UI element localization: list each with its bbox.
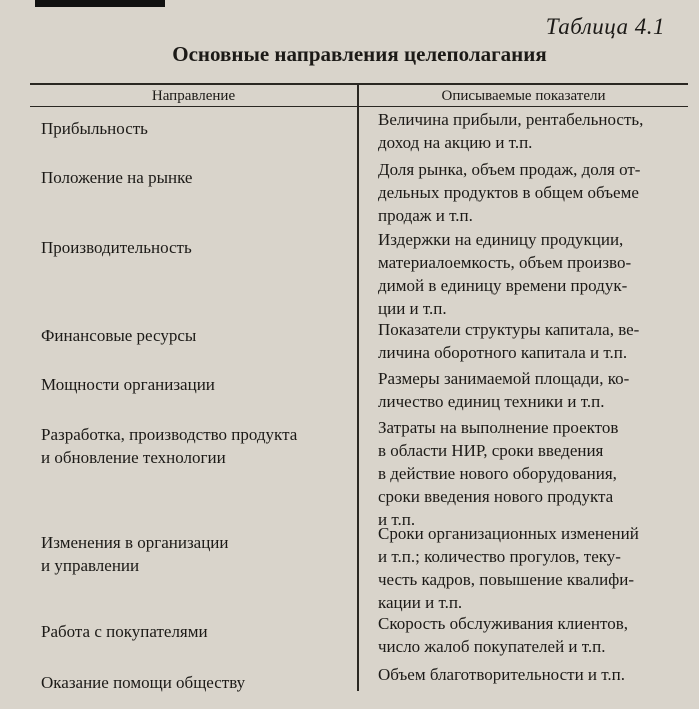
indicators-text-line: сроки введения нового продукта <box>378 487 614 506</box>
indicators-text-line: ции и т.п. <box>378 299 447 318</box>
direction-text-line: Положение на рынке <box>41 168 193 187</box>
indicators-text-line: Показатели структуры капитала, ве- <box>378 320 640 339</box>
direction-text-line: Оказание помощи обществу <box>41 673 246 692</box>
indicators-cell <box>378 108 684 154</box>
indicators-cell <box>378 158 684 227</box>
indicators-cell <box>378 416 684 531</box>
indicators-cell <box>378 522 684 614</box>
direction-text-line: Мощности организации <box>41 375 215 394</box>
indicators-cell <box>378 612 684 658</box>
table-top-rule <box>30 83 688 85</box>
direction-cell <box>41 236 347 259</box>
indicators-text-line: Сроки организационных изменений <box>378 524 639 543</box>
direction-text-line: Прибыльность <box>41 119 148 138</box>
indicators-cell <box>378 367 684 413</box>
direction-cell <box>41 166 347 189</box>
top-edge-bar <box>35 0 165 7</box>
indicators-text-line: личество единиц техники и т.п. <box>378 392 605 411</box>
indicators-text-line: Доля рынка, объем продаж, доля от- <box>378 160 641 179</box>
direction-text-line: Работа с покупателями <box>41 622 208 641</box>
table-number: Таблица 4.1 <box>545 14 665 39</box>
indicators-text-line: Затраты на выполнение проектов <box>378 418 619 437</box>
indicators-text-line: личина оборотного капитала и т.п. <box>378 343 628 362</box>
indicators-text-line: материалоемкость, объем произво- <box>378 253 632 272</box>
indicators-text-line: Величина прибыли, рентабельность, <box>378 110 644 129</box>
indicators-text-line: в области НИР, сроки введения <box>378 441 604 460</box>
direction-text-line: Производительность <box>41 238 192 257</box>
direction-cell <box>41 620 347 643</box>
direction-text-line: Изменения в организации <box>41 533 229 552</box>
indicators-text-line: Объем благотворительности и т.п. <box>378 665 626 684</box>
indicators-text-line: Размеры занимаемой площади, ко- <box>378 369 630 388</box>
indicators-text-line: Скорость обслуживания клиентов, <box>378 614 629 633</box>
indicators-text-line: кации и т.п. <box>378 593 463 612</box>
indicators-text-line: в действие нового оборудования, <box>378 464 617 483</box>
direction-text-line: Финансовые ресурсы <box>41 326 197 345</box>
direction-cell <box>41 117 347 140</box>
indicators-text-line: и т.п. <box>378 510 416 529</box>
indicators-cell <box>378 228 684 320</box>
direction-text-line: Разработка, производство продукта <box>41 425 298 444</box>
direction-cell <box>41 671 347 694</box>
indicators-text-line: димой в единицу времени продук- <box>378 276 628 295</box>
header-direction: Направление <box>151 88 236 104</box>
indicators-text-line: доход на акцию и т.п. <box>378 133 533 152</box>
direction-cell <box>41 423 347 469</box>
header-indicators: Описываемые показатели <box>441 88 606 104</box>
indicators-text-line: Издержки на единицу продукции, <box>378 230 624 249</box>
direction-cell <box>41 324 347 347</box>
direction-text-line: и обновление технологии <box>41 448 226 467</box>
indicators-text-line: и т.п.; количество прогулов, теку- <box>378 547 621 566</box>
direction-cell <box>41 531 347 577</box>
header-rule <box>30 106 688 107</box>
indicators-text-line: честь кадров, повышение квалифи- <box>378 570 635 589</box>
indicators-text-line: число жалоб покупателей и т.п. <box>378 637 606 656</box>
indicators-cell <box>378 663 684 686</box>
column-divider <box>357 83 359 691</box>
indicators-cell <box>378 318 684 364</box>
direction-text-line: и управлении <box>41 556 140 575</box>
indicators-text-line: дельных продуктов в общем объеме <box>378 183 639 202</box>
table-title: Основные направления целеполагания <box>172 42 547 66</box>
indicators-text-line: продаж и т.п. <box>378 206 473 225</box>
direction-cell <box>41 373 347 396</box>
